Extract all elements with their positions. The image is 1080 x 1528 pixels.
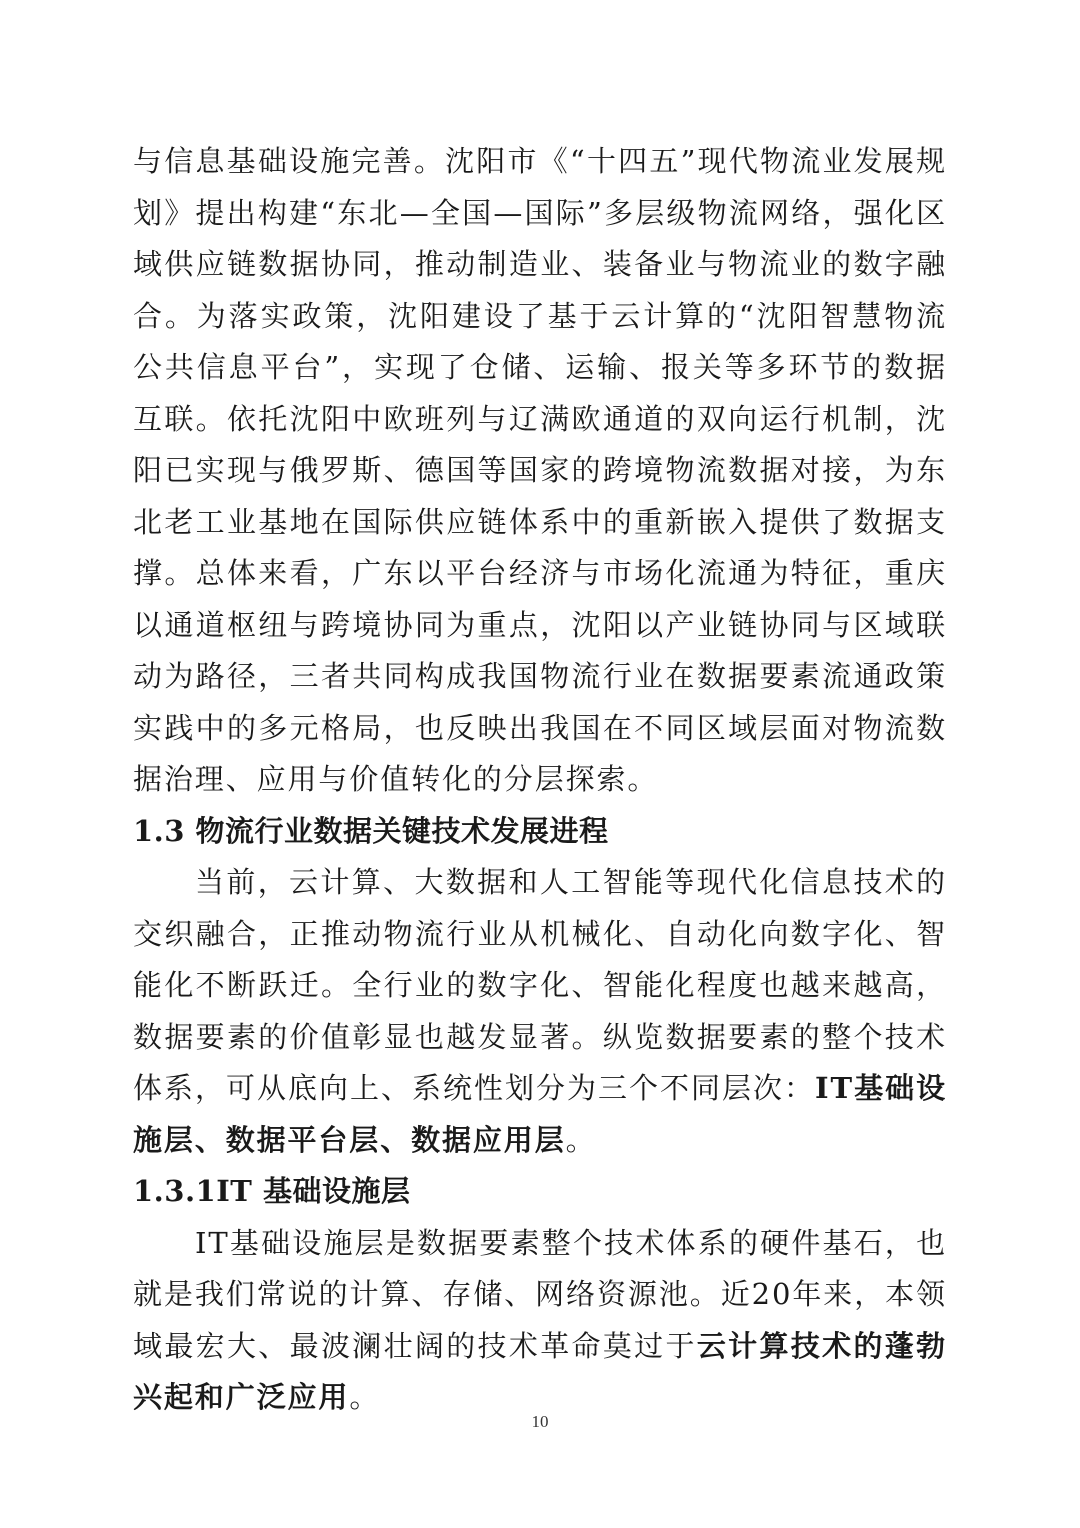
paragraph-technology-layers — [133, 857, 947, 1166]
page-body — [133, 136, 947, 1424]
paragraph-text: 当前，云计算、大数据和人工智能等现代化信息技术的交织融合，正推动物流行业从机械化、自动化向数字化、智能化不断跃迁。全行业的数字化、智能化程度也越来越高，数据要素的价值彰显也越发显著。纵览数据要素的整个技术体系，可从底向上、系统性划分为三个不同层次： — [133, 865, 947, 1105]
paragraph-it-infrastructure — [133, 1218, 947, 1424]
paragraph-text: IT基础设施层是数据要素整个技术体系的硬件基石，也就是我们常说的计算、存储、网络资源池。近20年来，本领域最宏大、最波澜壮阔的技术革命莫过于 — [133, 1225, 947, 1363]
section-heading-1-3: 1.3 物流行业数据关键技术发展进程 — [133, 813, 609, 848]
emphasis-three-layers: IT基础设施层、数据平台层、数据应用层 — [133, 1071, 947, 1157]
section-heading-1-3-1: 1.3.1IT 基础设施层 — [133, 1174, 411, 1208]
paragraph-end-mark: 。 — [565, 1122, 597, 1157]
emphasis-cloud-computing: 云计算技术的蓬勃兴起和广泛应用 — [133, 1328, 947, 1414]
paragraph-end-mark: 。 — [349, 1380, 381, 1414]
page-number: 10 — [531, 1412, 549, 1431]
paragraph-shenyang-policy: 与信息基础设施完善。沈阳市《“十四五”现代物流业发展规划》提出构建“东北—全国—国际”多层级物流网络，强化区域供应链数据协同，推动制造业、装备业与物流业的数字融合。为落实政策，沈阳建设了基于云计算的“沈阳智慧物流公共信息平台”，实现了仓储、运输、报关等多环节的数据互联。依托沈阳中欧班列与辽满欧通道的双向运行机制，沈阳已实现与俄罗斯、德国等国家的跨境物流数据对接，为东北老工业基地在国际供应链体系中的重新嵌入提供了数据支撑。总体来看，广东以平台经济与市场化流通为特征，重庆以通道枢纽与跨境协同为重点，沈阳以产业链协同与区域联动为路径，三者共同构成我国物流行业在数据要素流通政策实践中的多元格局，也反映出我国在不同区域层面对物流数据治理、应用与价值转化的分层探索。 — [133, 144, 947, 796]
